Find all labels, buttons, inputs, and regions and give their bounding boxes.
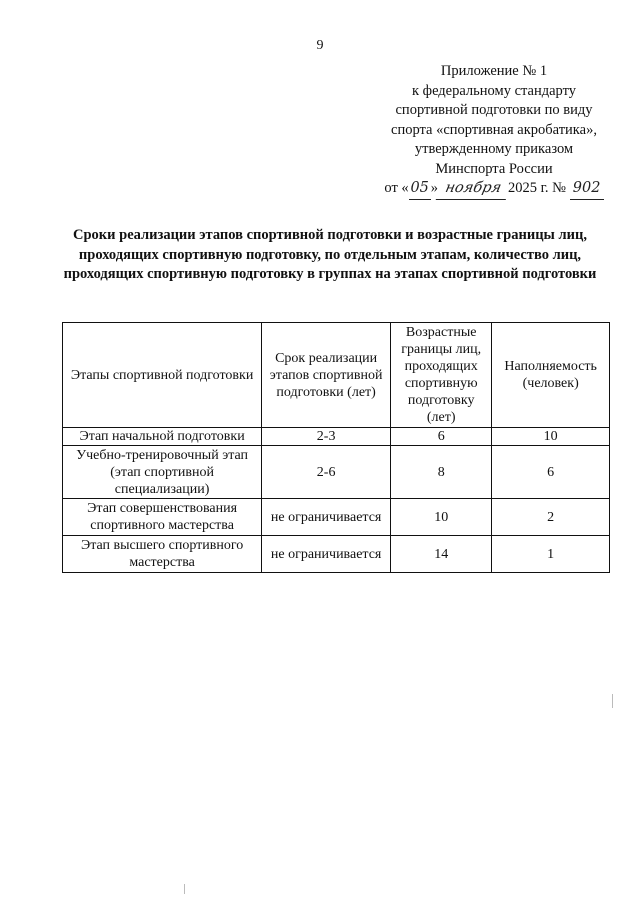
table-cell: 8 bbox=[391, 446, 492, 499]
appendix-line: Минспорта России bbox=[435, 160, 553, 177]
table-cell: не ограничивается bbox=[262, 536, 391, 573]
date-prefix: от « bbox=[384, 180, 409, 196]
table-cell: 6 bbox=[391, 428, 492, 446]
table-row bbox=[63, 536, 610, 573]
table-header-cell: Этапы спортивной подготовки bbox=[63, 323, 262, 428]
table-row bbox=[63, 428, 610, 446]
table-cell: 14 bbox=[391, 536, 492, 573]
table-row bbox=[63, 499, 610, 536]
handwritten-order-number: 902 bbox=[570, 179, 604, 200]
table-header-cell: Возрастные границы лиц, проходящих спортивную подготовку (лет) bbox=[391, 323, 492, 428]
handwritten-day: 05 bbox=[409, 179, 431, 200]
table-cell: Этап высшего спортивного мастерства bbox=[63, 536, 262, 573]
table-header-cell: Наполняемость (человек) bbox=[492, 323, 610, 428]
table-cell: 1 bbox=[492, 536, 610, 573]
table-cell: Учебно-тренировочный этап (этап спортивной специализации) bbox=[63, 446, 262, 499]
table-cell: Этап начальной подготовки bbox=[63, 428, 262, 446]
appendix-line: спортивной подготовки по виду bbox=[395, 102, 593, 118]
scan-speck bbox=[612, 694, 613, 708]
appendix-line: Приложение № 1 bbox=[440, 63, 548, 79]
document-title: Сроки реализации этапов спортивной подготовки и возрастные границы лиц, проходящих спортивную подготовку, по отдельным этапам, количество лиц, проходящих спортивную подготовку в группах на этапах спортивной подготовки bbox=[63, 227, 597, 282]
appendix-line: утвержденному приказом bbox=[414, 141, 574, 157]
appendix-line: спорта «спортивная акробатика», bbox=[391, 121, 597, 138]
table-cell: 2 bbox=[492, 499, 610, 536]
order-date-line bbox=[374, 179, 614, 200]
table-row bbox=[63, 446, 610, 499]
date-mid: » bbox=[430, 180, 438, 196]
scan-speck bbox=[184, 884, 185, 894]
table-cell: 2-6 bbox=[262, 446, 391, 499]
date-year: 2025 г. № bbox=[507, 180, 566, 196]
table-cell: Этап совершенствования спортивного мастерства bbox=[63, 499, 262, 536]
table-cell: 6 bbox=[492, 446, 610, 499]
table-header-row bbox=[63, 323, 610, 428]
stages-table bbox=[62, 322, 610, 573]
handwritten-month: ноября bbox=[436, 179, 510, 200]
table-cell: не ограничивается bbox=[262, 499, 391, 536]
table-header-cell: Срок реализации этапов спортивной подготовки (лет) bbox=[262, 323, 391, 428]
table-cell: 10 bbox=[492, 428, 610, 446]
page-number: 9 bbox=[316, 38, 324, 53]
appendix-block bbox=[374, 62, 614, 200]
table-cell: 2-3 bbox=[262, 428, 391, 446]
table-cell: 10 bbox=[391, 499, 492, 536]
appendix-line: к федеральному стандарту bbox=[412, 82, 576, 99]
